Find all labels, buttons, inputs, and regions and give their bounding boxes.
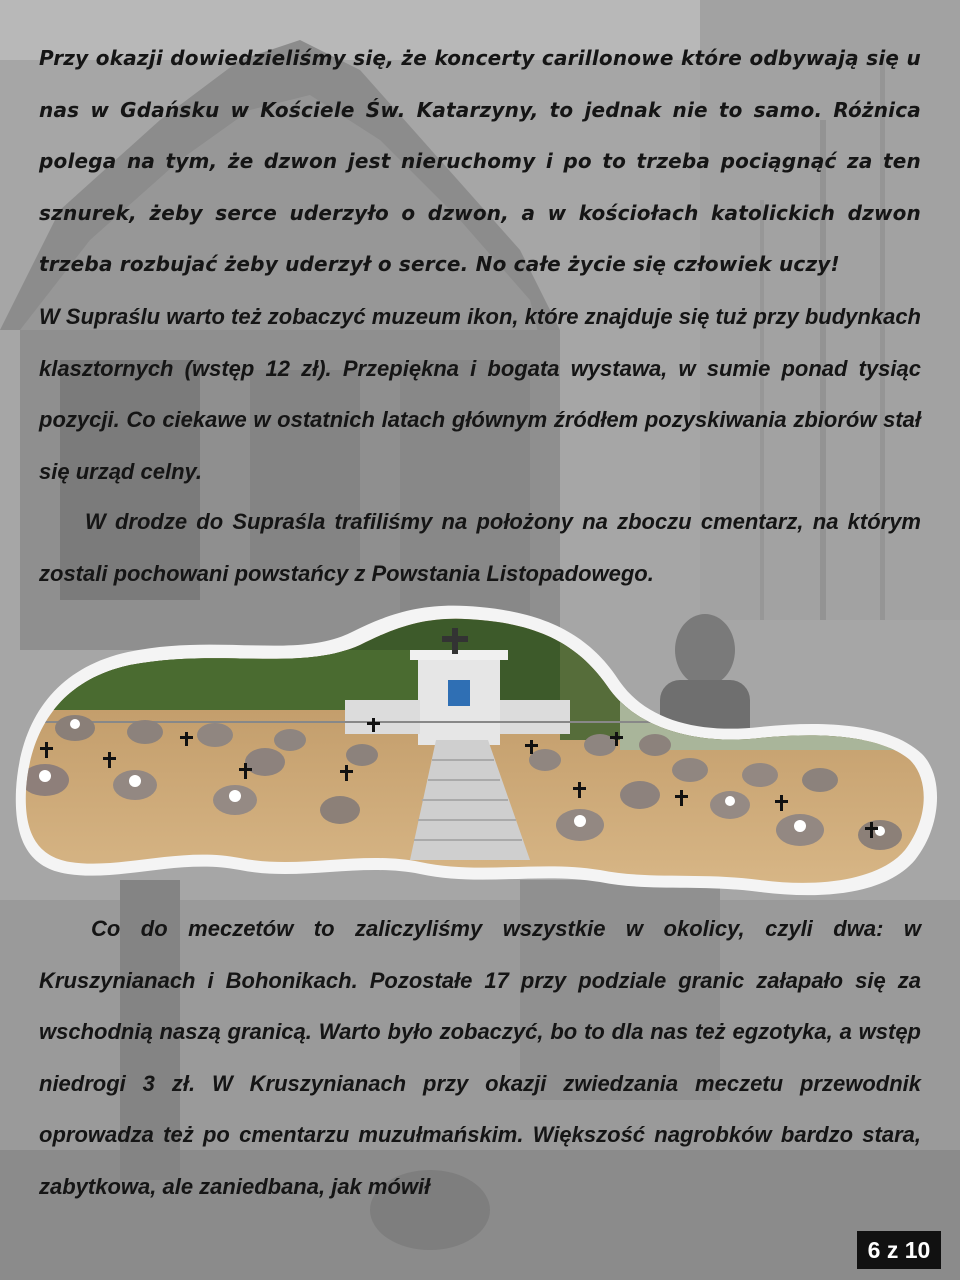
- paragraph-cemetery: W drodze do Supraśla trafiliśmy na położony na zboczu cmentarz, na którym zostali pochowani powstańcy z Powstania Listopadowego.: [39, 509, 921, 586]
- paragraph-mosques: Co do meczetów to zaliczyliśmy wszystkie w okolicy, czyli dwa: w Kruszynianach i Bohonikach. Pozostałe 17 przy podziale granic załapało się za wschodnią naszą granicą. Warto było zobaczyć, bo to dla nas też egzotyka, a wstęp niedrogi 3 zł. W Kruszynianach przy okazji zwiedzania meczetu przewodnik oprowadza też po cmentarzu muzułmańskim. Większość nagrobków bardzo stara, zabytkowa, ale zaniedbana, jak mówił: [39, 916, 921, 1199]
- cemetery-photo: [0, 600, 960, 900]
- paragraph-carillon: Przy okazji dowiedzieliśmy się, że koncerty carillonowe które odbywają się u nas w Gdańsku w Kościele Św. Katarzyny, to jednak nie to samo. Różnica polega na tym, że dzwon jest nieruchomy i po to trzeba pociągnąć za ten sznurek, żeby serce uderzyło o dzwon, a w kościołach katolickich dzwon trzeba rozbujać żeby uderzył o serce. No całe życie się człowiek uczy!: [39, 46, 921, 276]
- page-number: 6 z 10: [857, 1231, 941, 1269]
- paragraph-icon-museum: W Supraślu warto też zobaczyć muzeum ikon, które znajduje się tuż przy budynkach klasztornych (wstęp 12 zł). Przepiękna i bogata wystawa, w sumie ponad tysiąc pozycji. Co ciekawe w ostatnich latach głównym źródłem pozyskiwania zbiorów stał się urząd celny.: [39, 304, 921, 484]
